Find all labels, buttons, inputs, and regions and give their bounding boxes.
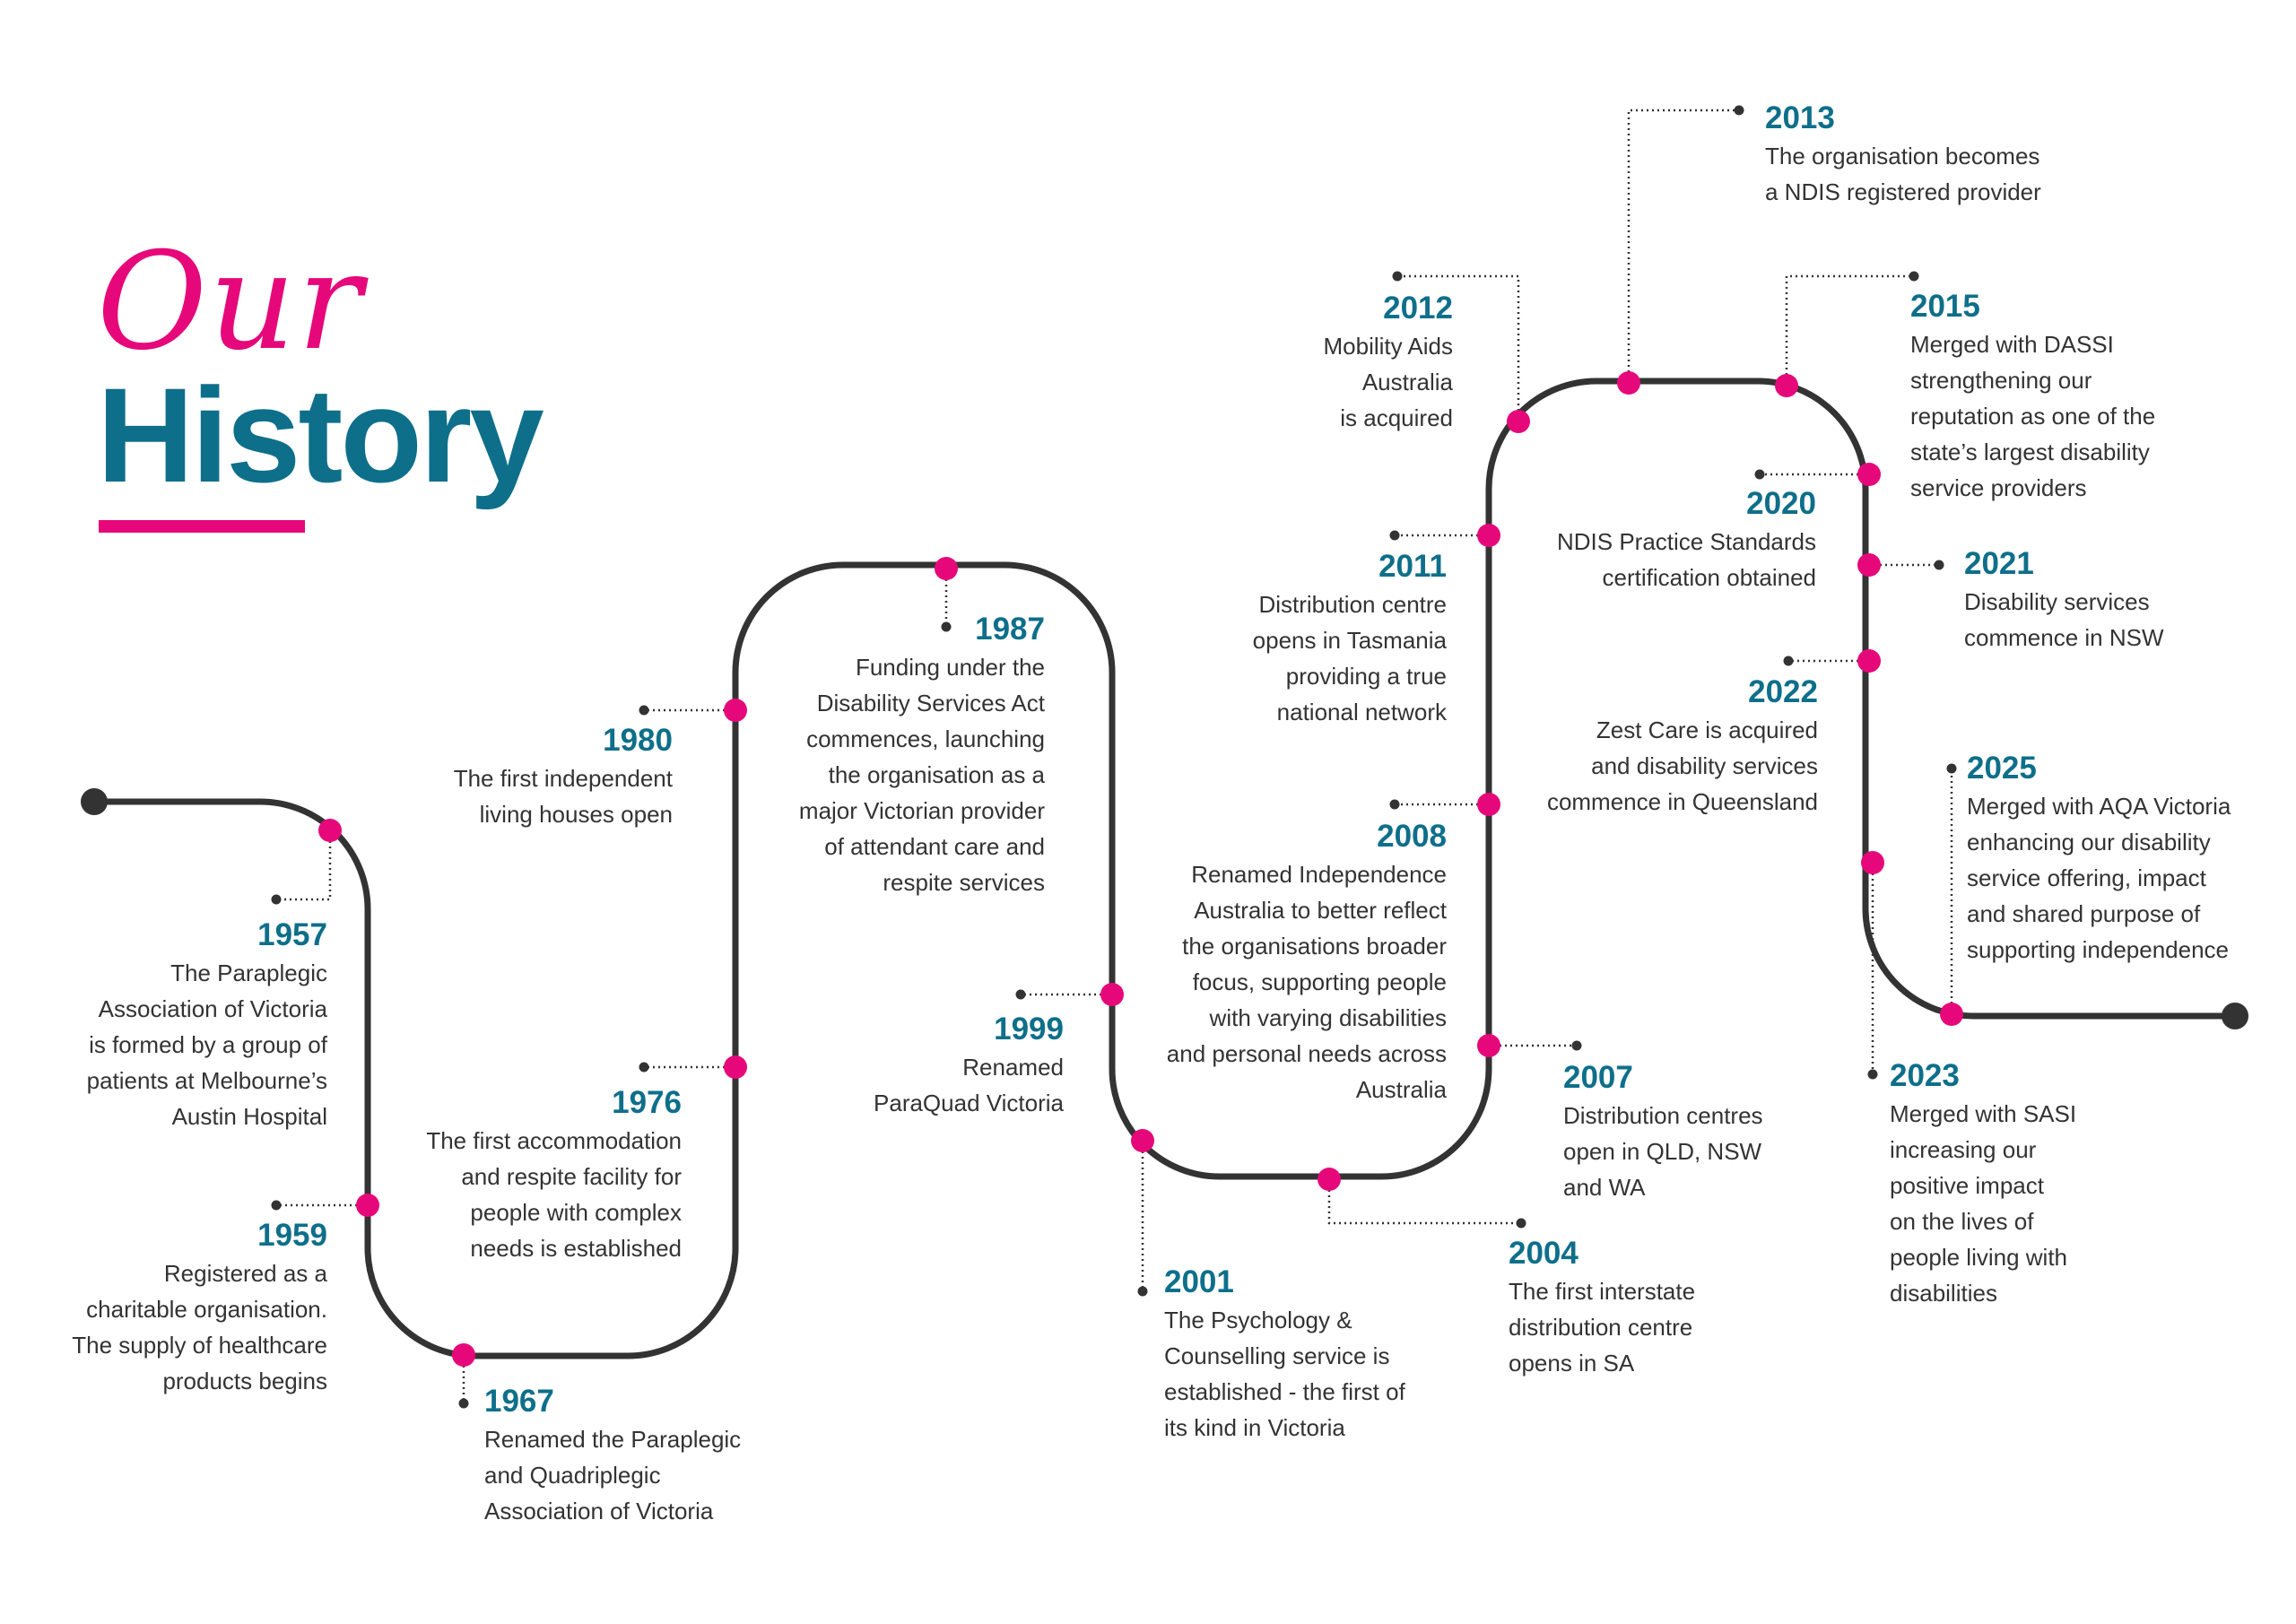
event-description-line: people with complex xyxy=(470,1199,682,1226)
event-description-line: and disability services xyxy=(1591,752,1818,779)
event-description-line: Zest Care is acquired xyxy=(1596,716,1818,743)
event-description xyxy=(623,649,1045,900)
connector-end-2022 xyxy=(1784,656,1794,666)
event-year: 2001 xyxy=(1164,1264,1234,1299)
connector-end-2007 xyxy=(1572,1041,1582,1051)
event-2021 xyxy=(1964,546,2296,656)
milestone-dot-2023 xyxy=(1861,851,1884,874)
event-description-line: The first independent xyxy=(453,765,673,792)
event-description-line: on the lives of xyxy=(1890,1208,2034,1235)
event-description xyxy=(484,1421,906,1529)
event-description-line: The first accommodation xyxy=(426,1127,682,1154)
event-description xyxy=(1509,1273,1930,1381)
event-description-line: Australia to better reflect xyxy=(1194,897,1447,924)
milestone-dot-2012 xyxy=(1507,410,1530,433)
event-year: 1976 xyxy=(612,1085,682,1120)
connector-end-2020 xyxy=(1755,470,1765,480)
event-description-line: The Psychology & xyxy=(1164,1307,1352,1333)
event-year: 2022 xyxy=(1748,674,1818,709)
event-2013 xyxy=(1765,100,2187,210)
event-description-line: service offering, impact xyxy=(1967,864,2206,891)
connector-end-2004 xyxy=(1517,1219,1526,1229)
event-description-line: and WA xyxy=(1563,1174,1646,1201)
event-year: 2011 xyxy=(1378,549,1447,584)
event-year: 1959 xyxy=(257,1218,327,1253)
event-description-line: Renamed xyxy=(962,1054,1064,1081)
event-1999 xyxy=(642,1012,1064,1121)
event-description-line: focus, supporting people xyxy=(1192,968,1447,995)
event-description-line: Counselling service is xyxy=(1164,1342,1390,1369)
event-description-line: Renamed Independence xyxy=(1191,861,1447,888)
event-description-line: the organisation as a xyxy=(828,761,1045,788)
event-description-line: charitable organisation. xyxy=(86,1296,327,1323)
event-description xyxy=(1395,524,1816,595)
event-description-line: and personal needs across xyxy=(1166,1040,1447,1067)
event-description-line: disabilities xyxy=(1890,1280,1997,1307)
event-description-line: reputation as one of the xyxy=(1910,403,2156,430)
event-description-line: Austin Hospital xyxy=(171,1103,327,1130)
event-description-line: distribution centre xyxy=(1509,1314,1693,1341)
milestone-dot-2013 xyxy=(1617,371,1640,395)
connector-end-2012 xyxy=(1393,272,1403,282)
event-description xyxy=(251,760,673,832)
event-description-line: national network xyxy=(1276,699,1447,725)
event-description-line: The organisation becomes xyxy=(1765,143,2040,169)
event-description-line: Funding under the xyxy=(855,654,1045,681)
event-description-line: Distribution centre xyxy=(1258,591,1447,618)
event-description-line: patients at Melbourne’s xyxy=(86,1067,327,1094)
event-description-line: people living with xyxy=(1890,1244,2068,1271)
event-description-line: Merged with AQA Victoria xyxy=(1967,793,2231,820)
event-description xyxy=(642,1049,1064,1121)
event-description-line: Australia xyxy=(1361,369,1453,395)
event-description-line: commence in NSW xyxy=(1964,624,2164,651)
event-description-line: opens in Tasmania xyxy=(1252,627,1447,654)
event-description-line: commence in Queensland xyxy=(1546,788,1818,815)
milestone-dot-1987 xyxy=(935,557,958,580)
event-description xyxy=(1890,1096,2296,1311)
event-description xyxy=(260,1123,682,1266)
event-description-line: Distribution centres xyxy=(1563,1102,1763,1129)
event-description-line: Merged with DASSI xyxy=(1910,331,2114,358)
connector-end-1957 xyxy=(272,895,282,905)
event-description-line: service providers xyxy=(1910,474,2087,501)
event-year: 1967 xyxy=(484,1384,554,1419)
event-year: 2008 xyxy=(1377,819,1447,854)
event-2020 xyxy=(1395,486,1816,595)
milestone-dot-2020 xyxy=(1857,463,1881,486)
event-description-line: its kind in Victoria xyxy=(1164,1414,1345,1441)
event-description-line: strengthening our xyxy=(1910,367,2092,394)
event-2008 xyxy=(1025,819,1447,1107)
milestone-dot-2007 xyxy=(1477,1034,1500,1057)
event-description-line: a NDIS registered provider xyxy=(1765,178,2041,205)
event-2025 xyxy=(1967,751,2296,968)
connector-end-1967 xyxy=(459,1399,469,1409)
timeline-start-node xyxy=(81,788,108,815)
title-our: Our xyxy=(97,224,364,380)
event-description-line: Merged with SASI xyxy=(1890,1100,2077,1127)
milestone-dot-2021 xyxy=(1857,553,1881,577)
event-description-line: Registered as a xyxy=(163,1260,327,1287)
event-2011 xyxy=(1025,549,1447,730)
event-description-line: state’s largest disability xyxy=(1910,439,2150,465)
event-description-line: Mobility Aids xyxy=(1323,333,1453,360)
event-year: 2021 xyxy=(1964,546,2034,581)
event-description-line: The supply of healthcare xyxy=(72,1332,327,1359)
connector-end-1999 xyxy=(1016,990,1026,1000)
event-description-line: Renamed the Paraplegic xyxy=(484,1426,742,1453)
event-description-line: the organisations broader xyxy=(1182,933,1447,960)
event-description-line: enhancing our disability xyxy=(1967,829,2211,855)
connector-2013 xyxy=(1629,110,1739,383)
event-description-line: and shared purpose of xyxy=(1967,900,2201,927)
event-year: 2015 xyxy=(1910,289,1980,324)
event-description xyxy=(0,1255,327,1399)
event-description-line: supporting independence xyxy=(1967,936,2230,963)
connector-1957 xyxy=(276,830,330,899)
title-underline xyxy=(99,520,305,533)
event-year: 1957 xyxy=(257,917,327,952)
event-year: 2025 xyxy=(1967,751,2037,786)
event-description-line: increasing our xyxy=(1890,1136,2037,1163)
event-description-line: major Victorian provider xyxy=(798,797,1045,824)
milestone-dot-1967 xyxy=(452,1343,475,1367)
event-description-line: of attendant care and xyxy=(824,833,1045,860)
event-description-line: products begins xyxy=(162,1368,327,1394)
connector-2015 xyxy=(1787,276,1914,386)
event-description-line: open in QLD, NSW xyxy=(1563,1138,1762,1165)
event-description-line: NDIS Practice Standards xyxy=(1556,528,1816,555)
event-1967 xyxy=(484,1384,906,1529)
milestone-dot-2015 xyxy=(1775,374,1798,397)
event-description xyxy=(1967,788,2296,968)
event-description-line: Association of Victoria xyxy=(98,995,327,1022)
event-year: 2007 xyxy=(1563,1060,1633,1095)
event-description-line: with varying disabilities xyxy=(1209,1004,1447,1031)
milestone-dot-2004 xyxy=(1318,1168,1341,1191)
event-description-line: and respite facility for xyxy=(461,1163,682,1190)
connector-end-2015 xyxy=(1909,272,1919,282)
event-year: 1980 xyxy=(603,723,673,758)
milestone-dot-2025 xyxy=(1940,1003,1963,1026)
connector-2004 xyxy=(1329,1179,1521,1223)
event-year: 2012 xyxy=(1383,291,1453,326)
event-description-line: and Quadriplegic xyxy=(484,1462,661,1489)
event-description-line: is formed by a group of xyxy=(89,1031,327,1058)
event-description-line: established - the first of xyxy=(1164,1378,1405,1405)
event-2012 xyxy=(1031,291,1453,436)
milestone-dot-2001 xyxy=(1131,1129,1154,1152)
timeline-end-node xyxy=(2222,1003,2248,1029)
event-description-line: Disability Services Act xyxy=(816,690,1045,716)
event-description-line: Disability services xyxy=(1964,588,2150,615)
connector-end-2001 xyxy=(1138,1287,1148,1297)
connector-end-2021 xyxy=(1935,560,1944,570)
event-description xyxy=(1396,712,1818,820)
event-description xyxy=(1910,326,2296,506)
event-year: 2004 xyxy=(1509,1236,1578,1271)
event-year: 1987 xyxy=(975,612,1045,647)
event-description-line: needs is established xyxy=(470,1235,682,1262)
event-description-line: ParaQuad Victoria xyxy=(874,1090,1064,1116)
connector-end-2013 xyxy=(1735,106,1744,116)
event-1987 xyxy=(623,612,1045,900)
event-description-line: positive impact xyxy=(1890,1172,2044,1199)
milestone-dot-2022 xyxy=(1857,649,1881,673)
event-2004 xyxy=(1509,1236,1930,1381)
event-year: 2020 xyxy=(1746,486,1816,521)
event-description-line: respite services xyxy=(883,869,1045,896)
event-description-line: certification obtained xyxy=(1602,564,1816,591)
title-history: History xyxy=(97,360,542,510)
event-description xyxy=(1765,138,2187,210)
event-2022 xyxy=(1396,674,1818,820)
event-description-line: opens in SA xyxy=(1509,1350,1635,1376)
connector-end-2025 xyxy=(1947,764,1957,774)
event-description xyxy=(1025,586,1447,730)
event-year: 2013 xyxy=(1765,100,1835,135)
event-description-line: Australia xyxy=(1355,1076,1447,1103)
event-2015 xyxy=(1910,289,2296,506)
event-description-line: Association of Victoria xyxy=(484,1498,714,1524)
event-1980 xyxy=(251,723,673,832)
event-1976 xyxy=(260,1085,682,1266)
event-year: 1999 xyxy=(994,1012,1064,1046)
event-description-line: living houses open xyxy=(479,801,673,828)
event-description xyxy=(1964,584,2296,656)
event-description-line: commences, launching xyxy=(806,725,1045,752)
event-2023 xyxy=(1890,1058,2296,1311)
event-description-line: is acquired xyxy=(1340,404,1453,431)
event-description-line: The Paraplegic xyxy=(170,960,327,986)
event-description xyxy=(1025,856,1447,1107)
event-description xyxy=(1031,328,1453,436)
event-description-line: providing a true xyxy=(1285,663,1447,690)
event-year: 2023 xyxy=(1890,1058,1960,1093)
event-description-line: The first interstate xyxy=(1509,1278,1696,1305)
